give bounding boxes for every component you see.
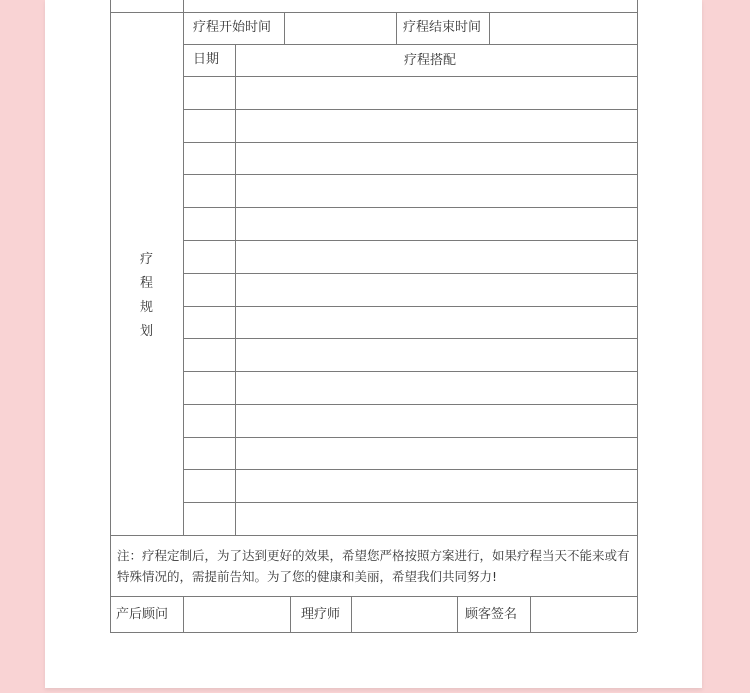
section-label-char: 疗 bbox=[139, 252, 153, 267]
section-label-char: 规 bbox=[139, 300, 153, 315]
end-time-label: 疗程结束时间 bbox=[403, 20, 482, 35]
plan-date-cell[interactable] bbox=[184, 307, 234, 339]
plan-content-cell[interactable] bbox=[236, 110, 636, 142]
plan-date-cell[interactable] bbox=[184, 143, 234, 175]
end-time-field[interactable] bbox=[489, 13, 637, 43]
plan-content-cell[interactable] bbox=[236, 241, 636, 273]
section-label-treatment-plan bbox=[110, 248, 183, 344]
therapist-signature-field[interactable] bbox=[352, 597, 457, 631]
grid-line-horizontal bbox=[183, 44, 637, 45]
plan-date-cell[interactable] bbox=[184, 175, 234, 207]
plan-content-cell[interactable] bbox=[236, 143, 636, 175]
plan-date-cell[interactable] bbox=[184, 438, 234, 470]
plan-date-cell[interactable] bbox=[184, 241, 234, 273]
plan-content-cell[interactable] bbox=[236, 274, 636, 306]
start-time-label: 疗程开始时间 bbox=[193, 20, 272, 35]
plan-date-cell[interactable] bbox=[184, 405, 234, 437]
consultant-label: 产后顾问 bbox=[116, 607, 169, 622]
plan-date-cell[interactable] bbox=[184, 372, 234, 404]
plan-date-cell[interactable] bbox=[184, 503, 234, 535]
start-time-field[interactable] bbox=[284, 13, 396, 43]
plan-content-cell[interactable] bbox=[236, 372, 636, 404]
grid-line-vertical bbox=[396, 12, 397, 44]
plan-date-cell[interactable] bbox=[184, 339, 234, 371]
section-label-char: 划 bbox=[139, 324, 153, 339]
plan-content-cell[interactable] bbox=[236, 470, 636, 502]
plan-content-cell[interactable] bbox=[236, 307, 636, 339]
plan-date-cell[interactable] bbox=[184, 470, 234, 502]
plan-content-cell[interactable] bbox=[236, 339, 636, 371]
plan-date-cell[interactable] bbox=[184, 110, 234, 142]
plan-date-cell[interactable] bbox=[184, 77, 234, 109]
plan-column-header: 疗程搭配 bbox=[404, 53, 457, 68]
plan-content-cell[interactable] bbox=[236, 405, 636, 437]
plan-content-cell[interactable] bbox=[236, 438, 636, 470]
grid-line-vertical bbox=[183, 0, 184, 12]
consultant-signature-field[interactable] bbox=[184, 597, 290, 631]
customer-signature-label: 顾客签名 bbox=[465, 607, 518, 622]
grid-line-vertical bbox=[637, 0, 638, 632]
grid-line-horizontal bbox=[110, 632, 637, 633]
grid-line-vertical bbox=[457, 596, 458, 632]
section-label-char: 程 bbox=[139, 276, 153, 291]
plan-content-cell[interactable] bbox=[236, 208, 636, 240]
customer-signature-field[interactable] bbox=[531, 597, 637, 631]
plan-date-cell[interactable] bbox=[184, 274, 234, 306]
grid-line-vertical bbox=[290, 596, 291, 632]
plan-content-cell[interactable] bbox=[236, 175, 636, 207]
note-text: 注：疗程定制后，为了达到更好的效果，希望您严格按照方案进行，如果疗程当天不能来或有特殊情况的，需提前告知。为了您的健康和美丽，希望我们共同努力! bbox=[117, 548, 630, 584]
therapist-label: 理疗师 bbox=[301, 607, 341, 622]
date-column-header: 日期 bbox=[193, 52, 220, 67]
plan-content-cell[interactable] bbox=[236, 77, 636, 109]
plan-content-cell[interactable] bbox=[236, 503, 636, 535]
plan-date-cell[interactable] bbox=[184, 208, 234, 240]
grid-line-horizontal bbox=[110, 535, 637, 536]
